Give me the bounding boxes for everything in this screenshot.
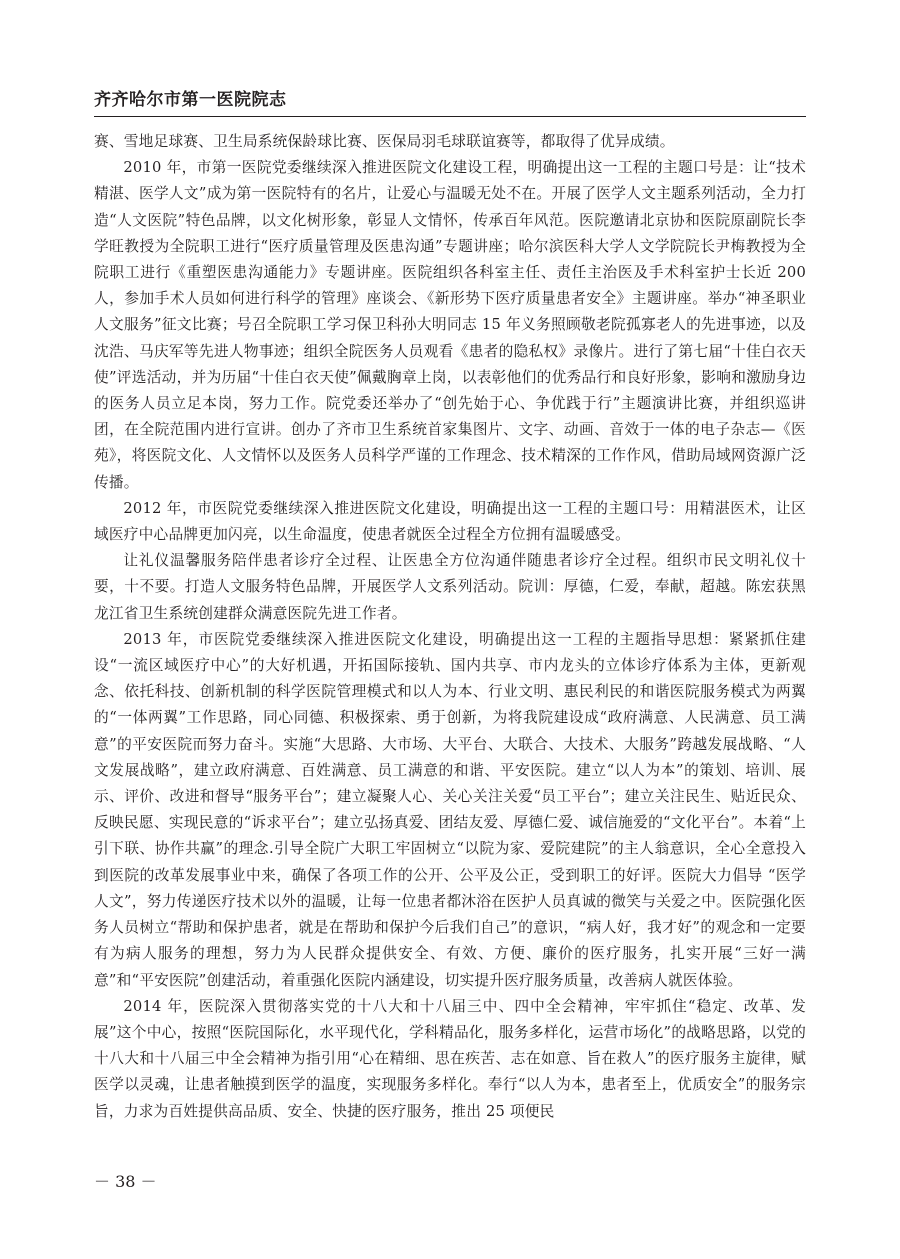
running-title: 齐齐哈尔市第一医院院志 xyxy=(94,90,287,110)
paragraph-2014: 2014 年，医院深入贯彻落实党的十八大和十八届三中、四中全会精神，牢牢抓住“稳定、改革、发展”这个中心，按照“医院国际化，水平现代化，学科精品化，服务多样化，运营市场化”的战略思路，以党的十八大和十八届三中全会精神为指引用“心在精细、思在疾苦、志在如意、旨在救人”的医疗服务主旋律，赋医学以灵魂，让患者触摸到医学的温度，实现服务多样化。奉行“以人为本，患者至上，优质安全”的服务宗旨，力求为百姓提供高品质、安全、快捷的医疗服务，推出 25 项便民 xyxy=(94,997,806,1120)
paragraph-etiquette-service: 让礼仪温馨服务陪伴患者诊疗全过程、让医患全方位沟通伴随患者诊疗全过程。组织市民文明礼仪十要，十不要。打造人文服务特色品牌，开展医学人文系列活动。院训：厚德，仁爱，奉献，超越。陈宏获黑龙江省卫生系统创建群众满意医院先进工作者。 xyxy=(94,552,806,622)
page-number: － 38 － xyxy=(94,1172,157,1191)
page-header xyxy=(94,88,806,117)
paragraph-2013: 2013 年，市医院党委继续深入推进医院文化建设，明确提出这一工程的主题指导思想：紧紧抓住建设“一流区域医疗中心”的大好机遇，开拓国际接轨、国内共享、市内龙头的立体诊疗体系为主体，更新观念、依托科技、创新机制的科学医院管理模式和以人为本、行业文明、惠民利民的和谐医院服务模式为两翼的“一体两翼”工作思路，同心同德、积极探索、勇于创新，为将我院建设成“政府满意、人民满意、员工满意”的平安医院而努力奋斗。实施“大思路、大市场、大平台、大联合、大技术、大服务”跨越发展战略、“人文发展战略”，建立政府满意、百姓满意、员工满意的和谐、平安医院。建立“以人为本”的策划、培训、展示、评价、改进和督导“服务平台”；建立凝聚人心、关心关注关爱“员工平台”；建立关注民生、贴近民众、反映民愿、实现民意的“诉求平台”；建立弘扬真爱、团结友爱、厚德仁爱、诚信施爱的“文化平台”。本着“上引下联、协作共赢”的理念.引导全院广大职工牢固树立“以院为家、爱院建院”的主人翁意识，全心全意投入到医院的改革发展事业中来，确保了各项工作的公开、公平及公正，受到职工的好评。医院大力倡导 “医学人文”，努力传递医疗技术以外的温暖，让每一位患者都沐浴在医护人员真诚的微笑与关爱之中。医院强化医务人员树立“帮助和保护患者，就是在帮助和保护今后我们自己”的意识，“病人好，我才好”的观念和一定要有为病人服务的理想，努力为人民群众提供安全、有效、方便、廉价的医疗服务，扎实开展“三好一满意”和“平安医院”创建活动，着重强化医院内涵建设，切实提升医疗服务质量，改善病人就医体验。 xyxy=(94,630,806,989)
paragraph-continuation: 赛、雪地足球赛、卫生局系统保龄球比赛、医保局羽毛球联谊赛等，都取得了优异成绩。 xyxy=(94,133,675,150)
paragraph-2012: 2012 年，市医院党委继续深入推进医院文化建设，明确提出这一工程的主题口号：用精湛医术，让区域医疗中心品牌更加闪亮，以生命温度，使患者就医全过程全方位拥有温暖感受。 xyxy=(94,499,806,544)
paragraph-2010: 2010 年，市第一医院党委继续深入推进医院文化建设工程，明确提出这一工程的主题口号是：让“技术精湛、医学人文”成为第一医院特有的名片，让爱心与温暖无处不在。开展了医学人文主题系列活动，全力打造“人文医院”特色品牌，以文化树形象，彰显人文情怀，传承百年风范。医院邀请北京协和医院原副院长李学旺教授为全院职工进行“医疗质量管理及医患沟通”专题讲座；哈尔滨医科大学人文学院院长尹梅教授为全院职工进行《重塑医患沟通能力》专题讲座。医院组织各科室主任、责任主治医及手术科室护士长近 200 人，参加手术人员如何进行科学的管理》座谈会、《新形势下医疗质量患者安全》主题讲座。举办“神圣职业 人文服务”征文比赛；号召全院职工学习保卫科孙大明同志 15 年义务照顾敬老院孤寡老人的先进事迹，以及沈浩、马庆军等先进人物事迹；组织全院医务人员观看《患者的隐私权》录像片。进行了第七届“十佳白衣天使”评选活动，并为历届“十佳白衣天使”佩戴胸章上岗，以表彰他们的优秀品行和良好形象，影响和激励身边的医务人员立足本岗，努力工作。院党委还举办了“创先始于心、争优践于行”主题演讲比赛，并组织巡讲团，在全院范围内进行宣讲。创办了齐市卫生系统首家集图片、文字、动画、音效于一体的电子杂志—《医苑》，将医院文化、人文情怀以及医务人员科学严谨的工作理念、技术精深的工作作风，借助局域网资源广泛传播。 xyxy=(94,159,806,491)
body-text xyxy=(94,129,806,1125)
